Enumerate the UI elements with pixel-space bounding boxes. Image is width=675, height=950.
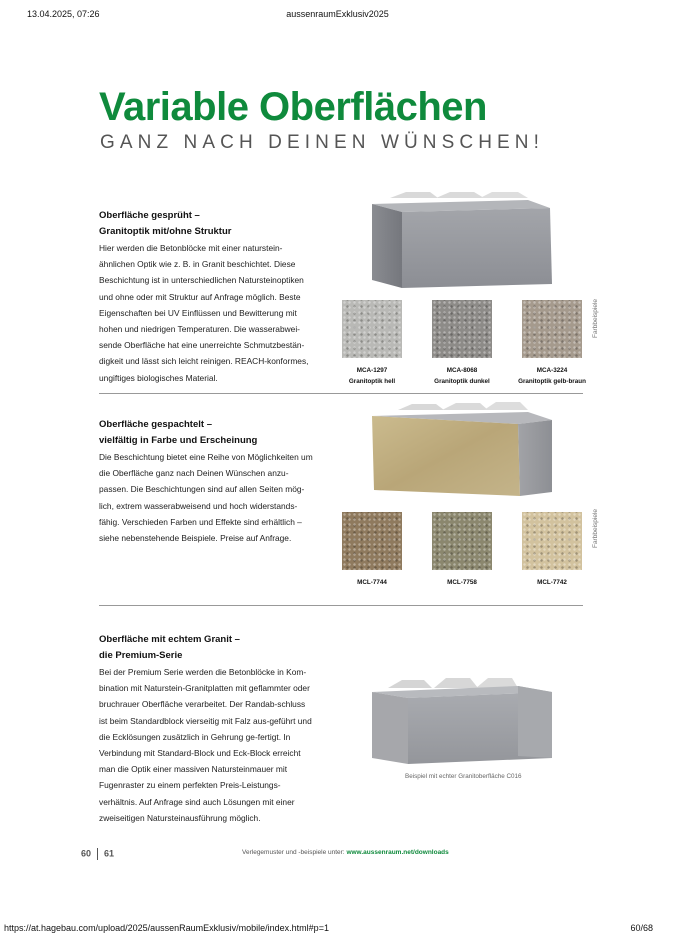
swatch-mca-1297 [342,300,402,358]
swatch-code: MCA-1297 [356,367,388,374]
print-timestamp: 13.04.2025, 07:26 [27,9,100,19]
swatch-name: Granitoptik hell [348,378,396,385]
swatch-mca-3224 [522,300,582,358]
swatch-mcl-7742 [522,512,582,570]
grey-block-image [368,190,554,292]
print-tab-title: aussenraumExklusiv2025 [286,9,389,19]
print-url: https://at.hagebau.com/upload/2025/aussenRaumExklusiv/mobile/index.html#p=1 [4,923,329,933]
page-title: Variable Oberflächen [99,85,487,129]
page-subtitle: GANZ NACH DEINEN WÜNSCHEN! [100,132,545,153]
section-divider [99,605,583,606]
print-page-counter: 60/68 [630,923,653,933]
section-title-line2: vielfältig in Farbe und Erscheinung [99,435,258,446]
swatch-code: MCL-7744 [357,579,387,586]
color-examples-label: Farbbeispiele [592,508,599,548]
swatch-mcl-7744 [342,512,402,570]
premium-block-image [368,670,554,770]
page-number-right: 61 [104,848,115,859]
swatch-name: Granitoptik gelb-braun [518,378,586,385]
swatch-name: Granitoptik dunkel [434,378,490,385]
section-title-line1: Oberfläche gespachtelt – [99,419,212,430]
section-sprayed [99,208,314,386]
downloads-link[interactable]: www.aussenraum.net/downloads [346,849,449,856]
swatch-code: MCA-8068 [446,367,478,374]
section-title-line1: Oberfläche mit echtem Granit – [99,634,240,645]
section-title-line2: die Premium-Serie [99,650,183,661]
browser-print-header [0,9,675,23]
section-body: Hier werden die Betonblöcke mit einer naturstein-ähnlichen Optik wie z. B. in Granit beschichtet. Diese Beschichtung ist in unterschiedlichen Natursteinoptiken und ohne oder mit Struktur auf Anfrage möglich. Beste Eigenschaften bei UV Einflüssen und Bewitterung mit hohen und niedrigen Temperaturen. Die wasserabwei-sende Oberfläche hat eine unerreichte Schmutzbestän-digkeit und lässt sich leicht reinigen. REACH-konformes, ungiftiges biologisches Material. [99,243,309,383]
section-granite-premium [99,632,314,826]
section-troweled [99,417,314,546]
swatch-code: MCL-7758 [447,579,477,586]
browser-print-footer [0,923,675,937]
page-number-separator [97,848,98,860]
page-number-left: 60 [81,848,92,859]
page-numbers [81,848,114,860]
swatch-code: MCL-7742 [537,579,567,586]
section-title-line2: Granitoptik mit/ohne Struktur [99,226,232,237]
sand-block-image [368,400,554,500]
swatch-mcl-7758 [432,512,492,570]
section-title-line1: Oberfläche gesprüht – [99,210,200,221]
color-examples-label: Farbbeispiele [592,298,599,338]
footer-note-text: Verlegemuster und -beispiele unter: [242,849,347,856]
section-body: Bei der Premium Serie werden die Betonblöcke in Kom-bination mit Naturstein-Granitplatten mit geflammter oder bruchrauer Oberfläche verarbeitet. Der Randab-schluss ist beim Standardblock vierseitig mit Falz aus-geführt und die Ecklösungen zusätzlich in Gehrung ge-fertigt. In Verbindung mit Standard-Block und Eck-Block erreicht man die Optik einer massiven Natursteinmauer mit Fugenraster zu einem perfekten Preis-Leistungs-verhältnis. Auf Anfrage sind auch Lösungen mit einer zweiseitigen Natursteinausführung möglich. [99,667,312,823]
section-body: Die Beschichtung bietet eine Reihe von Möglichkeiten um die Oberfläche ganz nach Deinen Wünschen anzu-passen. Die Beschichtungen sind auf allen Seiten mög-lich, extrem wasserabweisend und hoch widerstands-fähig. Verschieden Farben und Effekte sind erhältlich – siehe nebenstehende Beispiele. Preise auf Anfrage. [99,452,313,544]
section-divider [99,393,583,394]
footer-note [242,849,449,856]
swatch-mca-8068 [432,300,492,358]
swatch-code: MCA-3224 [536,367,568,374]
image-caption: Beispiel mit echter Granitoberfläche C016 [405,773,522,780]
